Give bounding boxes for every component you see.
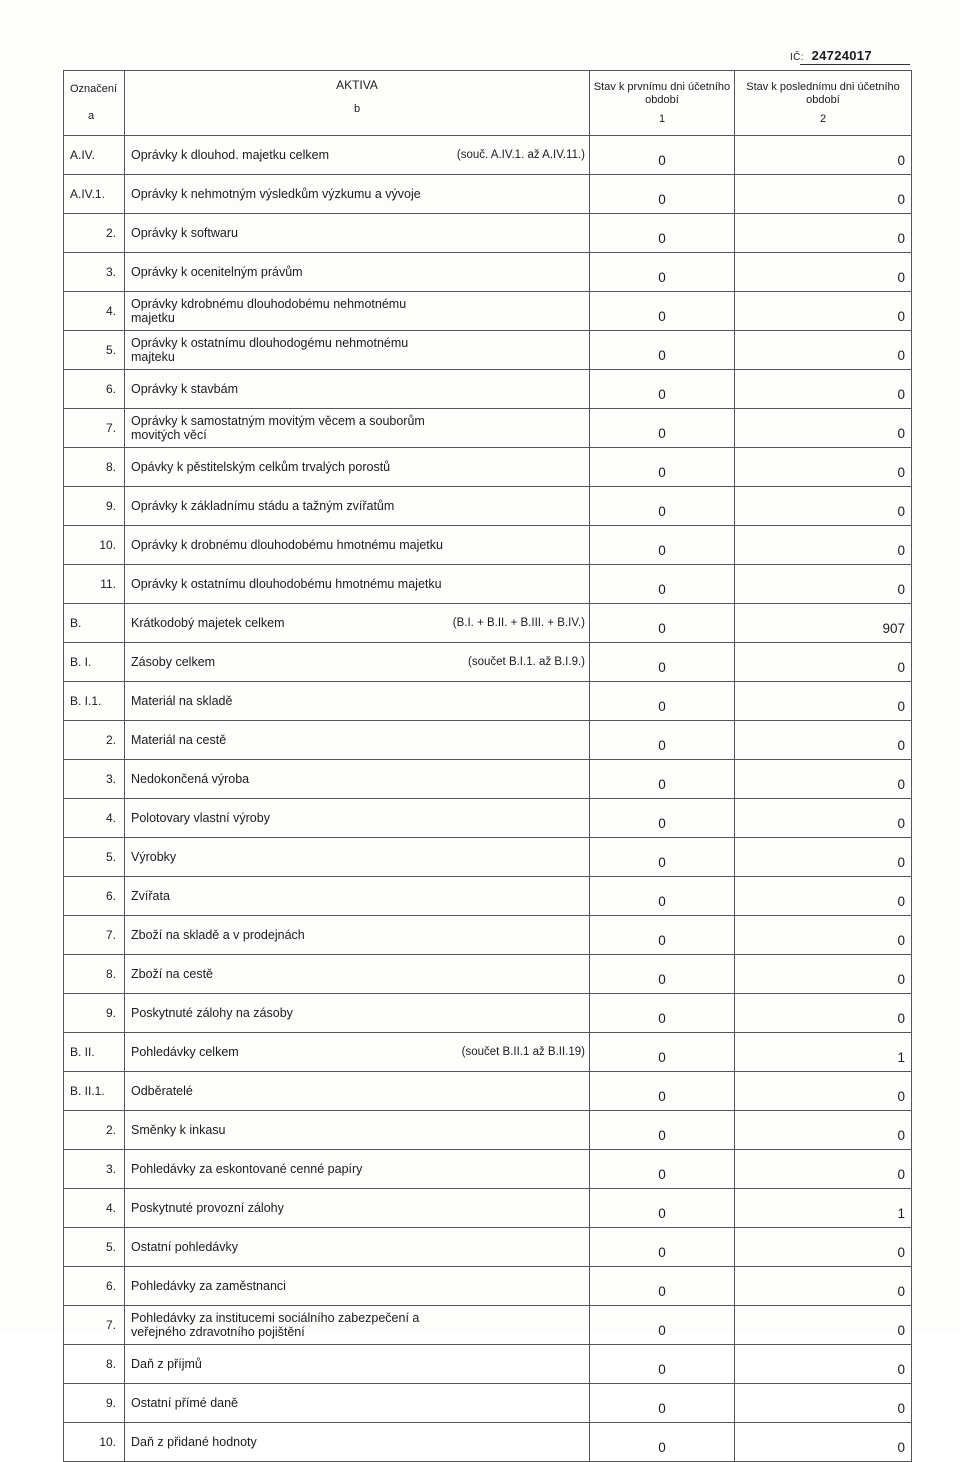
row-name-cell: [125, 1189, 590, 1228]
row-name: Poskytnuté provozní zálohy: [131, 1201, 284, 1215]
row-name: Oprávky k základnímu stádu a tažným zvířatům: [131, 499, 395, 513]
table-row: [64, 175, 912, 214]
row-last-period-value: 0: [735, 682, 912, 721]
row-last-period-value: 0: [735, 1306, 912, 1345]
row-code: 6.: [64, 1267, 125, 1306]
table-row: [64, 604, 912, 643]
row-code: A.IV.1.: [64, 175, 125, 214]
row-name: Oprávky k ocenitelným právům: [131, 265, 303, 279]
row-name-cell: [125, 487, 590, 526]
row-last-period-value: 0: [735, 1228, 912, 1267]
row-first-period-value: 0: [590, 1228, 735, 1267]
table-row: [64, 526, 912, 565]
company-id-underline: [800, 64, 910, 65]
row-code: 8.: [64, 448, 125, 487]
table-row: [64, 253, 912, 292]
row-name: Daň z přidané hodnoty: [131, 1435, 257, 1449]
row-code: 3.: [64, 760, 125, 799]
row-last-period-value: 1: [735, 1189, 912, 1228]
row-name-cell: [125, 331, 590, 370]
row-code: 6.: [64, 370, 125, 409]
row-code: 10.: [64, 526, 125, 565]
company-id-value: 24724017: [811, 48, 872, 63]
row-name-cell: [125, 1150, 590, 1189]
row-last-period-value: 0: [735, 1150, 912, 1189]
table-row: [64, 916, 912, 955]
row-code: 8.: [64, 1345, 125, 1384]
table-row: [64, 487, 912, 526]
row-first-period-value: 0: [590, 1072, 735, 1111]
row-first-period-value: 0: [590, 604, 735, 643]
row-first-period-value: 0: [590, 1111, 735, 1150]
row-name: Pohledávky celkem: [131, 1045, 239, 1059]
row-code: 6.: [64, 877, 125, 916]
row-name-cell: [125, 1306, 590, 1345]
row-name: Oprávky kdrobnému dlouhodobému nehmotnému majetku: [131, 297, 407, 325]
row-last-period-value: 0: [735, 448, 912, 487]
row-code: 7.: [64, 409, 125, 448]
row-code: 2.: [64, 721, 125, 760]
row-name-cell: [125, 1228, 590, 1267]
row-code: 3.: [64, 253, 125, 292]
table-row: [64, 955, 912, 994]
row-first-period-value: 0: [590, 175, 735, 214]
row-code: B. II.: [64, 1033, 125, 1072]
row-last-period-value: 0: [735, 292, 912, 331]
row-name-cell: [125, 721, 590, 760]
row-code: B. I.: [64, 643, 125, 682]
row-name: Daň z příjmů: [131, 1357, 202, 1371]
row-name-cell: [125, 175, 590, 214]
row-name: Opávky k pěstitelským celkům trvalých porostů: [131, 460, 391, 474]
row-code: 5.: [64, 1228, 125, 1267]
row-first-period-value: 0: [590, 1189, 735, 1228]
row-name: Oprávky k ostatnímu dlouhodobému hmotnému majetku: [131, 577, 442, 591]
row-name-cell: [125, 877, 590, 916]
row-name-cell: [125, 1423, 590, 1462]
row-first-period-value: 0: [590, 955, 735, 994]
table-row: [64, 565, 912, 604]
row-last-period-value: 0: [735, 721, 912, 760]
row-name: Oprávky k nehmotným výsledkům výzkumu a vývoje: [131, 187, 421, 201]
row-first-period-value: 0: [590, 1033, 735, 1072]
row-name-cell: [125, 370, 590, 409]
row-last-period-value: 0: [735, 370, 912, 409]
table-row: [64, 643, 912, 682]
row-last-period-value: 0: [735, 214, 912, 253]
row-sum-formula: (součet B.I.1. až B.I.9.): [468, 656, 585, 668]
row-first-period-value: 0: [590, 214, 735, 253]
table-row: [64, 877, 912, 916]
row-name: Krátkodobý majetek celkem: [131, 616, 285, 630]
company-id: [790, 48, 872, 63]
table-row: [64, 448, 912, 487]
row-name: Zvířata: [131, 889, 170, 903]
row-code: 8.: [64, 955, 125, 994]
table-header-row: [64, 71, 912, 136]
table-row: [64, 136, 912, 175]
row-name: Směnky k inkasu: [131, 1123, 226, 1137]
row-last-period-value: 0: [735, 955, 912, 994]
row-last-period-value: 907: [735, 604, 912, 643]
row-first-period-value: 0: [590, 448, 735, 487]
row-last-period-value: 0: [735, 175, 912, 214]
row-last-period-value: 0: [735, 838, 912, 877]
table-row: [64, 799, 912, 838]
row-first-period-value: 0: [590, 1306, 735, 1345]
row-name-cell: [125, 760, 590, 799]
header-last-period-num: 2: [819, 112, 827, 125]
row-last-period-value: 1: [735, 1033, 912, 1072]
row-code: 4.: [64, 292, 125, 331]
row-code: 7.: [64, 916, 125, 955]
row-name-cell: [125, 136, 590, 175]
row-last-period-value: 0: [735, 1111, 912, 1150]
row-first-period-value: 0: [590, 1150, 735, 1189]
row-name: Ostatní přímé daně: [131, 1396, 239, 1410]
row-name: Poskytnuté zálohy na zásoby: [131, 1006, 293, 1020]
header-last-period: [735, 71, 912, 136]
row-first-period-value: 0: [590, 994, 735, 1033]
row-name-cell: [125, 565, 590, 604]
row-name: Oprávky k stavbám: [131, 382, 238, 396]
row-last-period-value: 0: [735, 916, 912, 955]
table-row: [64, 409, 912, 448]
row-first-period-value: 0: [590, 1423, 735, 1462]
row-sum-formula: (součet B.II.1 až B.II.19): [461, 1046, 585, 1058]
row-name: Výrobky: [131, 850, 177, 864]
row-last-period-value: 0: [735, 253, 912, 292]
row-name-cell: [125, 292, 590, 331]
row-first-period-value: 0: [590, 877, 735, 916]
row-name: Oprávky k ostatnímu dlouhodogému nehmotnému majteku: [131, 336, 409, 364]
row-first-period-value: 0: [590, 370, 735, 409]
row-name-cell: [125, 526, 590, 565]
row-last-period-value: 0: [735, 1384, 912, 1423]
row-last-period-value: 0: [735, 877, 912, 916]
row-name: Pohledávky za eskontované cenné papíry: [131, 1162, 363, 1176]
row-first-period-value: 0: [590, 292, 735, 331]
row-first-period-value: 0: [590, 643, 735, 682]
header-code-letter: a: [88, 110, 95, 122]
row-last-period-value: 0: [735, 565, 912, 604]
row-first-period-value: 0: [590, 1345, 735, 1384]
row-first-period-value: 0: [590, 487, 735, 526]
row-name-cell: [125, 214, 590, 253]
header-first-period-label: Stav k prvnímu dni účetního období: [593, 80, 731, 106]
row-sum-formula: (souč. A.IV.1. až A.IV.11.): [456, 149, 585, 161]
table-row: [64, 1228, 912, 1267]
row-name: Zásoby celkem: [131, 655, 216, 669]
row-first-period-value: 0: [590, 799, 735, 838]
header-first-period: [590, 71, 735, 136]
row-first-period-value: 0: [590, 838, 735, 877]
row-name: Polotovary vlastní výroby: [131, 811, 270, 825]
header-name: [125, 71, 590, 136]
row-code: 7.: [64, 1306, 125, 1345]
row-first-period-value: 0: [590, 136, 735, 175]
header-name-letter: b: [353, 103, 361, 115]
row-first-period-value: 0: [590, 565, 735, 604]
row-name: Materiál na skladě: [131, 694, 233, 708]
row-code: B. I.1.: [64, 682, 125, 721]
row-last-period-value: 0: [735, 331, 912, 370]
assets-table: [63, 70, 912, 1462]
row-name-cell: [125, 604, 590, 643]
row-last-period-value: 0: [735, 643, 912, 682]
row-name-cell: [125, 838, 590, 877]
table-row: [64, 370, 912, 409]
row-last-period-value: 0: [735, 136, 912, 175]
table-row: [64, 292, 912, 331]
row-name: Ostatní pohledávky: [131, 1240, 239, 1254]
table-row: [64, 1189, 912, 1228]
row-name: Nedokončená výroba: [131, 772, 250, 786]
row-first-period-value: 0: [590, 331, 735, 370]
row-code: 2.: [64, 1111, 125, 1150]
row-first-period-value: 0: [590, 760, 735, 799]
table-row: [64, 1384, 912, 1423]
row-code: B.: [64, 604, 125, 643]
table-row: [64, 331, 912, 370]
row-first-period-value: 0: [590, 253, 735, 292]
row-name-cell: [125, 253, 590, 292]
row-code: 11.: [64, 565, 125, 604]
row-name-cell: [125, 1072, 590, 1111]
row-name: Oprávky k dlouhod. majetku celkem: [131, 148, 330, 162]
row-last-period-value: 0: [735, 1072, 912, 1111]
table-row: [64, 721, 912, 760]
table-row: [64, 1345, 912, 1384]
row-name: Zboží na cestě: [131, 967, 213, 981]
row-code: 5.: [64, 331, 125, 370]
header-first-period-num: 1: [658, 112, 666, 125]
table-row: [64, 1267, 912, 1306]
table-row: [64, 1423, 912, 1462]
row-last-period-value: 0: [735, 1267, 912, 1306]
row-name-cell: [125, 643, 590, 682]
row-last-period-value: 0: [735, 409, 912, 448]
row-first-period-value: 0: [590, 721, 735, 760]
row-name-cell: [125, 994, 590, 1033]
row-last-period-value: 0: [735, 760, 912, 799]
row-first-period-value: 0: [590, 916, 735, 955]
row-name-cell: [125, 955, 590, 994]
table-row: [64, 838, 912, 877]
table-row: [64, 1150, 912, 1189]
table-row: [64, 1111, 912, 1150]
row-code: 4.: [64, 1189, 125, 1228]
row-first-period-value: 0: [590, 1267, 735, 1306]
row-code: 10.: [64, 1423, 125, 1462]
row-name: Pohledávky za institucemi sociálního zabezpečení a veřejného zdravotního pojištění: [131, 1311, 420, 1339]
table-row: [64, 1306, 912, 1345]
row-first-period-value: 0: [590, 682, 735, 721]
row-name-cell: [125, 409, 590, 448]
row-sum-formula: (B.I. + B.II. + B.III. + B.IV.): [452, 617, 585, 629]
row-code: 3.: [64, 1150, 125, 1189]
row-last-period-value: 0: [735, 799, 912, 838]
row-last-period-value: 0: [735, 994, 912, 1033]
row-name-cell: [125, 682, 590, 721]
row-last-period-value: 0: [735, 1423, 912, 1462]
row-first-period-value: 0: [590, 409, 735, 448]
row-name: Oprávky k drobnému dlouhodobému hmotnému majetku: [131, 538, 443, 552]
row-code: 4.: [64, 799, 125, 838]
row-name: Zboží na skladě a v prodejnách: [131, 928, 305, 942]
row-code: B. II.1.: [64, 1072, 125, 1111]
company-id-label: IČ:: [790, 52, 804, 63]
row-code: 5.: [64, 838, 125, 877]
table-row: [64, 1072, 912, 1111]
row-name-cell: [125, 1384, 590, 1423]
header-name-label: AKTIVA: [336, 78, 378, 92]
row-code: 9.: [64, 487, 125, 526]
table-row: [64, 1033, 912, 1072]
row-first-period-value: 0: [590, 1384, 735, 1423]
row-code: 9.: [64, 1384, 125, 1423]
row-name-cell: [125, 916, 590, 955]
table-row: [64, 760, 912, 799]
row-name: Odběratelé: [131, 1084, 193, 1098]
row-name-cell: [125, 1033, 590, 1072]
row-name: Oprávky k softwaru: [131, 226, 238, 240]
table-row: [64, 682, 912, 721]
row-name-cell: [125, 1345, 590, 1384]
row-code: 9.: [64, 994, 125, 1033]
row-code: A.IV.: [64, 136, 125, 175]
table-row: [64, 214, 912, 253]
row-name-cell: [125, 799, 590, 838]
header-code: [64, 71, 125, 136]
row-name: Pohledávky za zaměstnanci: [131, 1279, 286, 1293]
table-body: [64, 136, 912, 1462]
row-last-period-value: 0: [735, 1345, 912, 1384]
header-last-period-label: Stav k poslednímu dni účetního období: [746, 80, 900, 106]
row-name: Materiál na cestě: [131, 733, 227, 747]
row-last-period-value: 0: [735, 526, 912, 565]
row-last-period-value: 0: [735, 487, 912, 526]
header-code-label: Označení: [70, 83, 118, 95]
row-name: Oprávky k samostatným movitým věcem a souborům movitých věcí: [131, 414, 425, 442]
row-first-period-value: 0: [590, 526, 735, 565]
table-row: [64, 994, 912, 1033]
row-name-cell: [125, 448, 590, 487]
row-name-cell: [125, 1111, 590, 1150]
row-code: 2.: [64, 214, 125, 253]
row-name-cell: [125, 1267, 590, 1306]
